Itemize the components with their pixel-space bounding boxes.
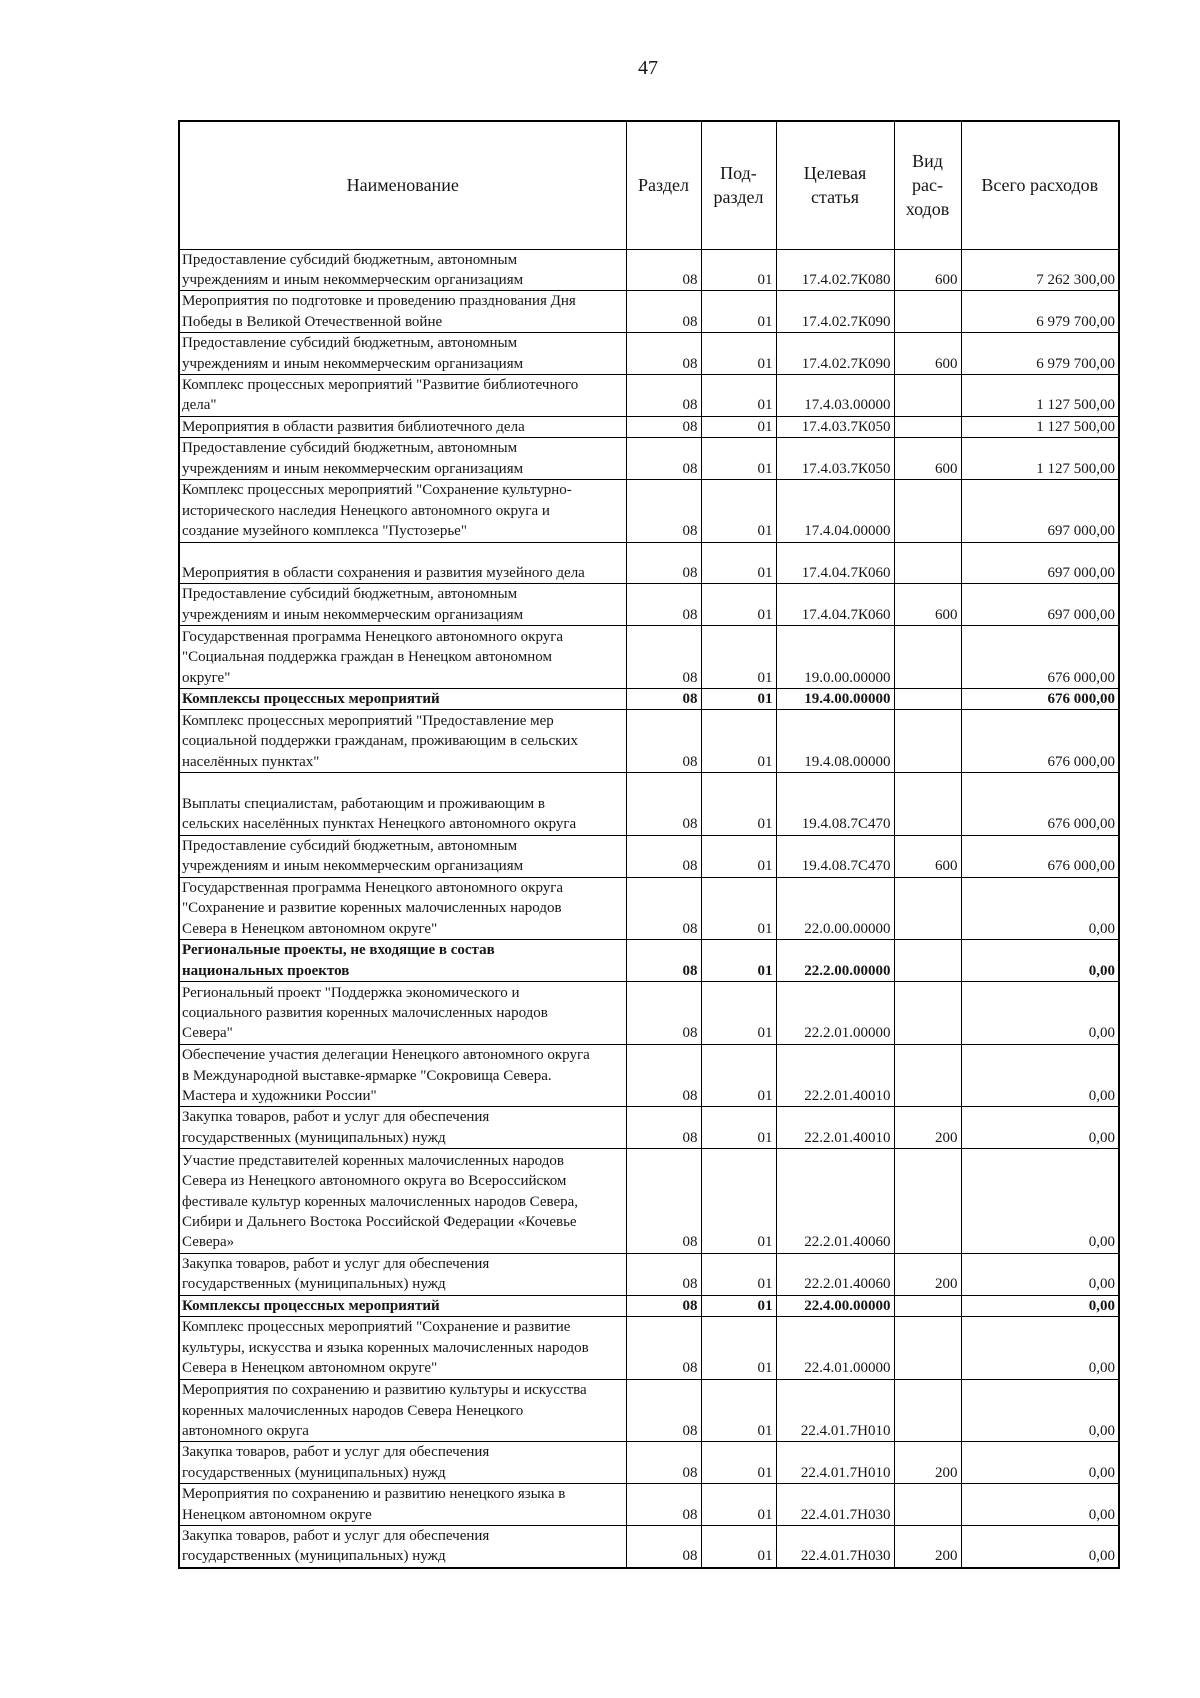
row-podrazdel: 01 xyxy=(701,835,776,877)
row-razdel: 08 xyxy=(626,626,701,689)
table-row xyxy=(179,982,1119,1045)
table-row xyxy=(179,1149,1119,1254)
row-name: Мероприятия в области развития библиотечного дела xyxy=(179,416,626,437)
row-target-code: 22.4.01.7Н030 xyxy=(776,1525,894,1567)
table-row xyxy=(179,479,1119,542)
row-podrazdel: 01 xyxy=(701,982,776,1045)
row-name: Мероприятия в области сохранения и развития музейного дела xyxy=(179,542,626,584)
row-name: Государственная программа Ненецкого автономного округа "Сохранение и развитие коренных малочисленных народов Севера в Ненецком автономном округе" xyxy=(179,877,626,940)
row-name: Комплексы процессных мероприятий xyxy=(179,1295,626,1316)
page-number: 47 xyxy=(638,57,658,79)
row-expense-type xyxy=(894,877,961,940)
row-expense-type xyxy=(894,416,961,437)
table-body xyxy=(179,249,1119,1568)
row-podrazdel: 01 xyxy=(701,1316,776,1379)
row-razdel: 08 xyxy=(626,333,701,375)
row-expense-type xyxy=(894,542,961,584)
row-podrazdel: 01 xyxy=(701,688,776,709)
row-name: Региональный проект "Поддержка экономического и социального развития коренных малочисленных народов Севера" xyxy=(179,982,626,1045)
table-row xyxy=(179,1295,1119,1316)
row-razdel: 08 xyxy=(626,1525,701,1567)
row-podrazdel: 01 xyxy=(701,584,776,626)
row-razdel: 08 xyxy=(626,542,701,584)
row-expense-type xyxy=(894,1295,961,1316)
row-expense-type: 600 xyxy=(894,584,961,626)
row-name: Закупка товаров, работ и услуг для обеспечения государственных (муниципальных) нужд xyxy=(179,1442,626,1484)
header-total: Всего расходов xyxy=(961,121,1119,249)
row-expense-type xyxy=(894,626,961,689)
row-podrazdel: 01 xyxy=(701,877,776,940)
row-name: Закупка товаров, работ и услуг для обеспечения государственных (муниципальных) нужд xyxy=(179,1525,626,1567)
table-row xyxy=(179,249,1119,291)
row-razdel: 08 xyxy=(626,982,701,1045)
row-target-code: 22.4.01.7Н030 xyxy=(776,1484,894,1526)
row-name: Комплексы процессных мероприятий xyxy=(179,688,626,709)
row-name: Мероприятия по сохранению и развитию культуры и искусства коренных малочисленных народов Севера Ненецкого автономного округа xyxy=(179,1379,626,1442)
row-total: 0,00 xyxy=(961,1442,1119,1484)
row-podrazdel: 01 xyxy=(701,1379,776,1442)
row-razdel: 08 xyxy=(626,688,701,709)
row-podrazdel: 01 xyxy=(701,710,776,773)
row-name: Государственная программа Ненецкого автономного округа "Социальная поддержка граждан в Ненецком автономном округе" xyxy=(179,626,626,689)
row-name: Предоставление субсидий бюджетным, автономным учреждениям и иным некоммерческим организациям xyxy=(179,333,626,375)
table-header xyxy=(179,121,1119,249)
row-expense-type: 200 xyxy=(894,1442,961,1484)
row-razdel: 08 xyxy=(626,710,701,773)
table-row xyxy=(179,333,1119,375)
row-target-code: 19.4.08.00000 xyxy=(776,710,894,773)
row-target-code: 19.4.08.7С470 xyxy=(776,835,894,877)
header-row xyxy=(179,121,1119,249)
row-podrazdel: 01 xyxy=(701,333,776,375)
row-target-code: 19.0.00.00000 xyxy=(776,626,894,689)
row-name: Закупка товаров, работ и услуг для обеспечения государственных (муниципальных) нужд xyxy=(179,1107,626,1149)
row-total: 7 262 300,00 xyxy=(961,249,1119,291)
row-razdel: 08 xyxy=(626,773,701,836)
row-total: 676 000,00 xyxy=(961,626,1119,689)
row-total: 6 979 700,00 xyxy=(961,291,1119,333)
row-expense-type xyxy=(894,374,961,416)
row-podrazdel: 01 xyxy=(701,416,776,437)
row-podrazdel: 01 xyxy=(701,626,776,689)
row-razdel: 08 xyxy=(626,877,701,940)
row-target-code: 22.4.00.00000 xyxy=(776,1295,894,1316)
row-razdel: 08 xyxy=(626,438,701,480)
row-razdel: 08 xyxy=(626,1442,701,1484)
table-row xyxy=(179,1253,1119,1295)
table-row xyxy=(179,626,1119,689)
row-total: 676 000,00 xyxy=(961,835,1119,877)
table-row xyxy=(179,1379,1119,1442)
row-razdel: 08 xyxy=(626,1253,701,1295)
row-total: 0,00 xyxy=(961,1107,1119,1149)
row-name: Комплекс процессных мероприятий "Сохранение и развитие культуры, искусства и языка коренных малочисленных народов Севера в Ненецком автономном округе" xyxy=(179,1316,626,1379)
row-podrazdel: 01 xyxy=(701,1149,776,1254)
row-name: Предоставление субсидий бюджетным, автономным учреждениям и иным некоммерческим организациям xyxy=(179,835,626,877)
table-row xyxy=(179,374,1119,416)
row-razdel: 08 xyxy=(626,835,701,877)
row-name: Предоставление субсидий бюджетным, автономным учреждениям и иным некоммерческим организациям xyxy=(179,249,626,291)
row-total: 0,00 xyxy=(961,1149,1119,1254)
row-expense-type xyxy=(894,1149,961,1254)
row-podrazdel: 01 xyxy=(701,291,776,333)
row-target-code: 22.2.01.40010 xyxy=(776,1107,894,1149)
row-expense-type xyxy=(894,688,961,709)
row-target-code: 17.4.03.7К050 xyxy=(776,416,894,437)
table-row xyxy=(179,291,1119,333)
row-expense-type: 200 xyxy=(894,1525,961,1567)
row-total: 676 000,00 xyxy=(961,688,1119,709)
row-expense-type xyxy=(894,291,961,333)
row-total: 697 000,00 xyxy=(961,542,1119,584)
row-total: 0,00 xyxy=(961,1484,1119,1526)
table-row xyxy=(179,1525,1119,1567)
table-row xyxy=(179,416,1119,437)
row-target-code: 22.4.01.7Н010 xyxy=(776,1379,894,1442)
row-podrazdel: 01 xyxy=(701,438,776,480)
row-total: 0,00 xyxy=(961,982,1119,1045)
row-name: Обеспечение участия делегации Ненецкого автономного округа в Международной выставке-ярмарке "Сокровища Севера. Мастера и художники России" xyxy=(179,1044,626,1107)
row-razdel: 08 xyxy=(626,249,701,291)
row-total: 0,00 xyxy=(961,1295,1119,1316)
row-name: Комплекс процессных мероприятий "Предоставление мер социальной поддержки гражданам, проживающим в сельских населённых пунктах" xyxy=(179,710,626,773)
row-target-code: 22.4.01.7Н010 xyxy=(776,1442,894,1484)
row-expense-type xyxy=(894,1316,961,1379)
row-expense-type xyxy=(894,1044,961,1107)
row-name: Комплекс процессных мероприятий "Сохранение культурно- исторического наследия Ненецкого автономного округа и создание музейного комплекса "Пустозерье" xyxy=(179,479,626,542)
row-expense-type: 600 xyxy=(894,333,961,375)
table-row xyxy=(179,773,1119,836)
row-total: 1 127 500,00 xyxy=(961,374,1119,416)
row-podrazdel: 01 xyxy=(701,1442,776,1484)
row-total: 0,00 xyxy=(961,1044,1119,1107)
row-total: 0,00 xyxy=(961,940,1119,982)
row-razdel: 08 xyxy=(626,940,701,982)
row-podrazdel: 01 xyxy=(701,1044,776,1107)
table-row xyxy=(179,1442,1119,1484)
row-razdel: 08 xyxy=(626,1295,701,1316)
row-name: Участие представителей коренных малочисленных народов Севера из Ненецкого автономного округа во Всероссийском фестивале культур коренных малочисленных народов Севера, Сибири и Дальнего Востока Российской Федерации «Кочевье Севера» xyxy=(179,1149,626,1254)
row-podrazdel: 01 xyxy=(701,1295,776,1316)
row-razdel: 08 xyxy=(626,416,701,437)
row-expense-type xyxy=(894,773,961,836)
row-razdel: 08 xyxy=(626,291,701,333)
row-expense-type xyxy=(894,940,961,982)
row-total: 0,00 xyxy=(961,1379,1119,1442)
row-podrazdel: 01 xyxy=(701,542,776,584)
table-row xyxy=(179,542,1119,584)
row-razdel: 08 xyxy=(626,479,701,542)
row-podrazdel: 01 xyxy=(701,1253,776,1295)
row-total: 676 000,00 xyxy=(961,773,1119,836)
row-target-code: 22.2.01.40060 xyxy=(776,1253,894,1295)
row-razdel: 08 xyxy=(626,1107,701,1149)
row-target-code: 22.2.00.00000 xyxy=(776,940,894,982)
row-total: 697 000,00 xyxy=(961,479,1119,542)
row-target-code: 22.4.01.00000 xyxy=(776,1316,894,1379)
budget-table xyxy=(178,120,1120,1569)
row-target-code: 22.2.01.40010 xyxy=(776,1044,894,1107)
row-expense-type xyxy=(894,479,961,542)
table-row xyxy=(179,1316,1119,1379)
row-target-code: 17.4.04.7К060 xyxy=(776,584,894,626)
row-name: Мероприятия по сохранению и развитию ненецкого языка в Ненецком автономном округе xyxy=(179,1484,626,1526)
header-expense-type: Вид рас- ходов xyxy=(894,121,961,249)
row-podrazdel: 01 xyxy=(701,249,776,291)
row-name: Выплаты специалистам, работающим и проживающим в сельских населённых пунктах Ненецкого автономного округа xyxy=(179,773,626,836)
row-podrazdel: 01 xyxy=(701,773,776,836)
row-razdel: 08 xyxy=(626,1044,701,1107)
row-podrazdel: 01 xyxy=(701,374,776,416)
row-podrazdel: 01 xyxy=(701,1107,776,1149)
row-expense-type: 200 xyxy=(894,1107,961,1149)
row-total: 1 127 500,00 xyxy=(961,416,1119,437)
table-row xyxy=(179,710,1119,773)
row-razdel: 08 xyxy=(626,584,701,626)
table-row xyxy=(179,1107,1119,1149)
row-total: 0,00 xyxy=(961,1253,1119,1295)
row-name: Мероприятия по подготовке и проведению празднования Дня Победы в Великой Отечественной войне xyxy=(179,291,626,333)
table-row xyxy=(179,877,1119,940)
row-target-code: 19.4.00.00000 xyxy=(776,688,894,709)
row-name: Закупка товаров, работ и услуг для обеспечения государственных (муниципальных) нужд xyxy=(179,1253,626,1295)
row-total: 0,00 xyxy=(961,1525,1119,1567)
table-row xyxy=(179,438,1119,480)
row-expense-type xyxy=(894,982,961,1045)
row-podrazdel: 01 xyxy=(701,1525,776,1567)
row-podrazdel: 01 xyxy=(701,1484,776,1526)
row-target-code: 17.4.03.7К050 xyxy=(776,438,894,480)
row-name: Комплекс процессных мероприятий "Развитие библиотечного дела" xyxy=(179,374,626,416)
row-total: 697 000,00 xyxy=(961,584,1119,626)
row-target-code: 17.4.02.7К090 xyxy=(776,291,894,333)
table-row xyxy=(179,835,1119,877)
row-expense-type xyxy=(894,1379,961,1442)
row-razdel: 08 xyxy=(626,1379,701,1442)
row-target-code: 17.4.04.00000 xyxy=(776,479,894,542)
row-total: 0,00 xyxy=(961,877,1119,940)
table-row xyxy=(179,688,1119,709)
header-podrazdel: Под- раздел xyxy=(701,121,776,249)
row-target-code: 22.2.01.00000 xyxy=(776,982,894,1045)
row-target-code: 17.4.02.7К080 xyxy=(776,249,894,291)
row-total: 676 000,00 xyxy=(961,710,1119,773)
row-target-code: 17.4.03.00000 xyxy=(776,374,894,416)
row-target-code: 22.2.01.40060 xyxy=(776,1149,894,1254)
row-target-code: 22.0.00.00000 xyxy=(776,877,894,940)
row-podrazdel: 01 xyxy=(701,479,776,542)
row-razdel: 08 xyxy=(626,374,701,416)
row-target-code: 17.4.02.7К090 xyxy=(776,333,894,375)
table-row xyxy=(179,584,1119,626)
row-expense-type: 600 xyxy=(894,249,961,291)
table-row xyxy=(179,1044,1119,1107)
row-expense-type: 200 xyxy=(894,1253,961,1295)
row-razdel: 08 xyxy=(626,1484,701,1526)
row-name: Региональные проекты, не входящие в состав национальных проектов xyxy=(179,940,626,982)
header-razdel: Раздел xyxy=(626,121,701,249)
row-podrazdel: 01 xyxy=(701,940,776,982)
row-name: Предоставление субсидий бюджетным, автономным учреждениям и иным некоммерческим организациям xyxy=(179,438,626,480)
row-razdel: 08 xyxy=(626,1149,701,1254)
row-razdel: 08 xyxy=(626,1316,701,1379)
row-expense-type xyxy=(894,710,961,773)
row-total: 1 127 500,00 xyxy=(961,438,1119,480)
row-expense-type xyxy=(894,1484,961,1526)
row-target-code: 17.4.04.7К060 xyxy=(776,542,894,584)
row-expense-type: 600 xyxy=(894,835,961,877)
row-total: 0,00 xyxy=(961,1316,1119,1379)
row-name: Предоставление субсидий бюджетным, автономным учреждениям и иным некоммерческим организациям xyxy=(179,584,626,626)
header-target-code: Целевая статья xyxy=(776,121,894,249)
row-target-code: 19.4.08.7С470 xyxy=(776,773,894,836)
header-name: Наименование xyxy=(179,121,626,249)
row-total: 6 979 700,00 xyxy=(961,333,1119,375)
row-expense-type: 600 xyxy=(894,438,961,480)
table-row xyxy=(179,1484,1119,1526)
table-row xyxy=(179,940,1119,982)
